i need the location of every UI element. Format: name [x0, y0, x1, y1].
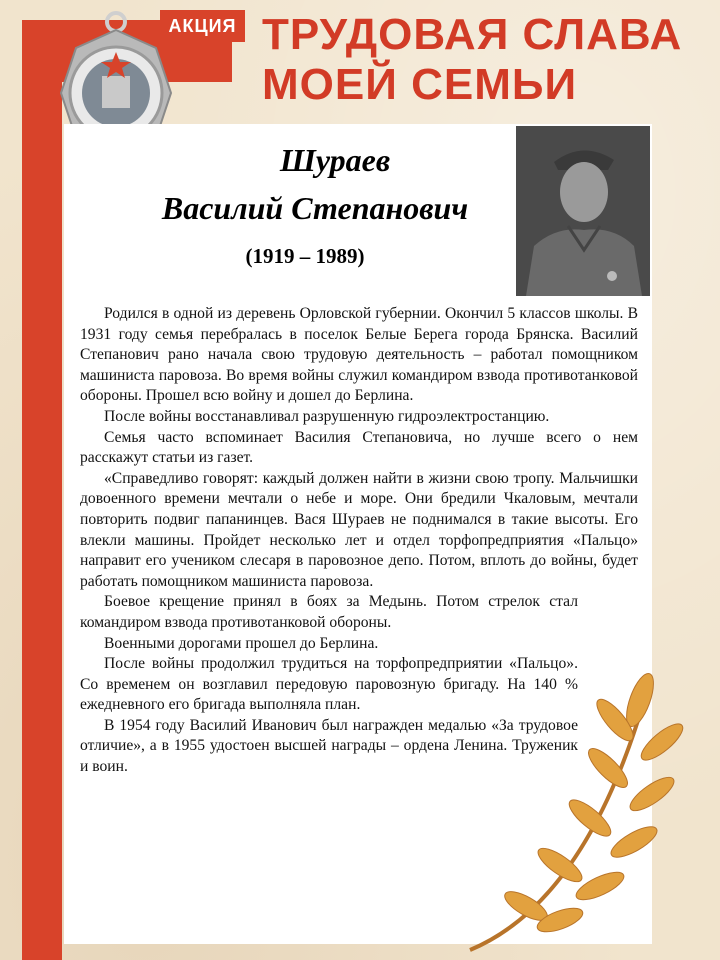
bio-paragraph: В 1954 году Василий Иванович был награжден медалью «За трудовое отличие», а в 1955 удостоен высшей награды – ордена Ленина. Труженик и воин.: [80, 716, 578, 776]
bio-paragraph: Родился в одной из деревень Орловской губернии. Окончил 5 классов школы. В 1931 году семья перебралась в поселок Белые Берега города Брянска. Василий Степанович рано начала свою трудовую деятельность – работал помощником машиниста паровоза. Во время войны служил командиром взвода противотанковой обороны. Прошел всю войну и дошел до Берлина.: [80, 305, 638, 405]
bio-paragraph: После войны восстанавливал разрушенную гидроэлектростанцию.: [104, 407, 550, 425]
bio-paragraph: Семья часто вспоминает Василия Степановича, но лучше всего о нем расскажут статьи из газет.: [80, 428, 638, 467]
title-line-2: МОЕЙ СЕМЬИ: [262, 60, 578, 109]
campaign-badge: АКЦИЯ: [160, 10, 245, 42]
page-title: [262, 10, 712, 110]
portrait-figure-icon: [516, 126, 650, 296]
bio-paragraph: После войны продолжил трудиться на торфопредприятии «Пальцо». Со временем он возглавил передовую паровозную бригаду. На 140 % ежедневного его бригада выполняла план.: [80, 655, 578, 714]
person-surname: Шураев: [279, 142, 391, 178]
title-line-1: ТРУДОВАЯ СЛАВА: [262, 10, 683, 59]
person-given-names: Василий Степанович: [161, 190, 469, 226]
red-banner-stripe: [22, 80, 62, 960]
portrait-photo: [516, 126, 650, 296]
bio-paragraph: Военными дорогами прошел до Берлина.: [104, 634, 379, 652]
bio-paragraph: «Справедливо говорят: каждый должен найти в жизни свою тропу. Мальчишки довоенного времени мечтали о небе и море. Они бредили Чкаловым, мечтали повторить подвиг папанинцев. Вася Шураев не поднимался в такие высоты. Его влекли машины. Пройдет несколько лет и отдел торфопредприятия «Пальцо» направит его учеником слесаря в паровозное депо. Потом, вплоть до войны, будет работать помощником машиниста паровоза.: [80, 469, 638, 590]
laurel-branch-icon: [440, 660, 720, 960]
bio-paragraph: Боевое крещение принял в боях за Медынь. Потом стрелок стал командиром взвода противотанковой обороны.: [80, 593, 578, 631]
person-years: (1919 – 1989): [245, 244, 365, 268]
